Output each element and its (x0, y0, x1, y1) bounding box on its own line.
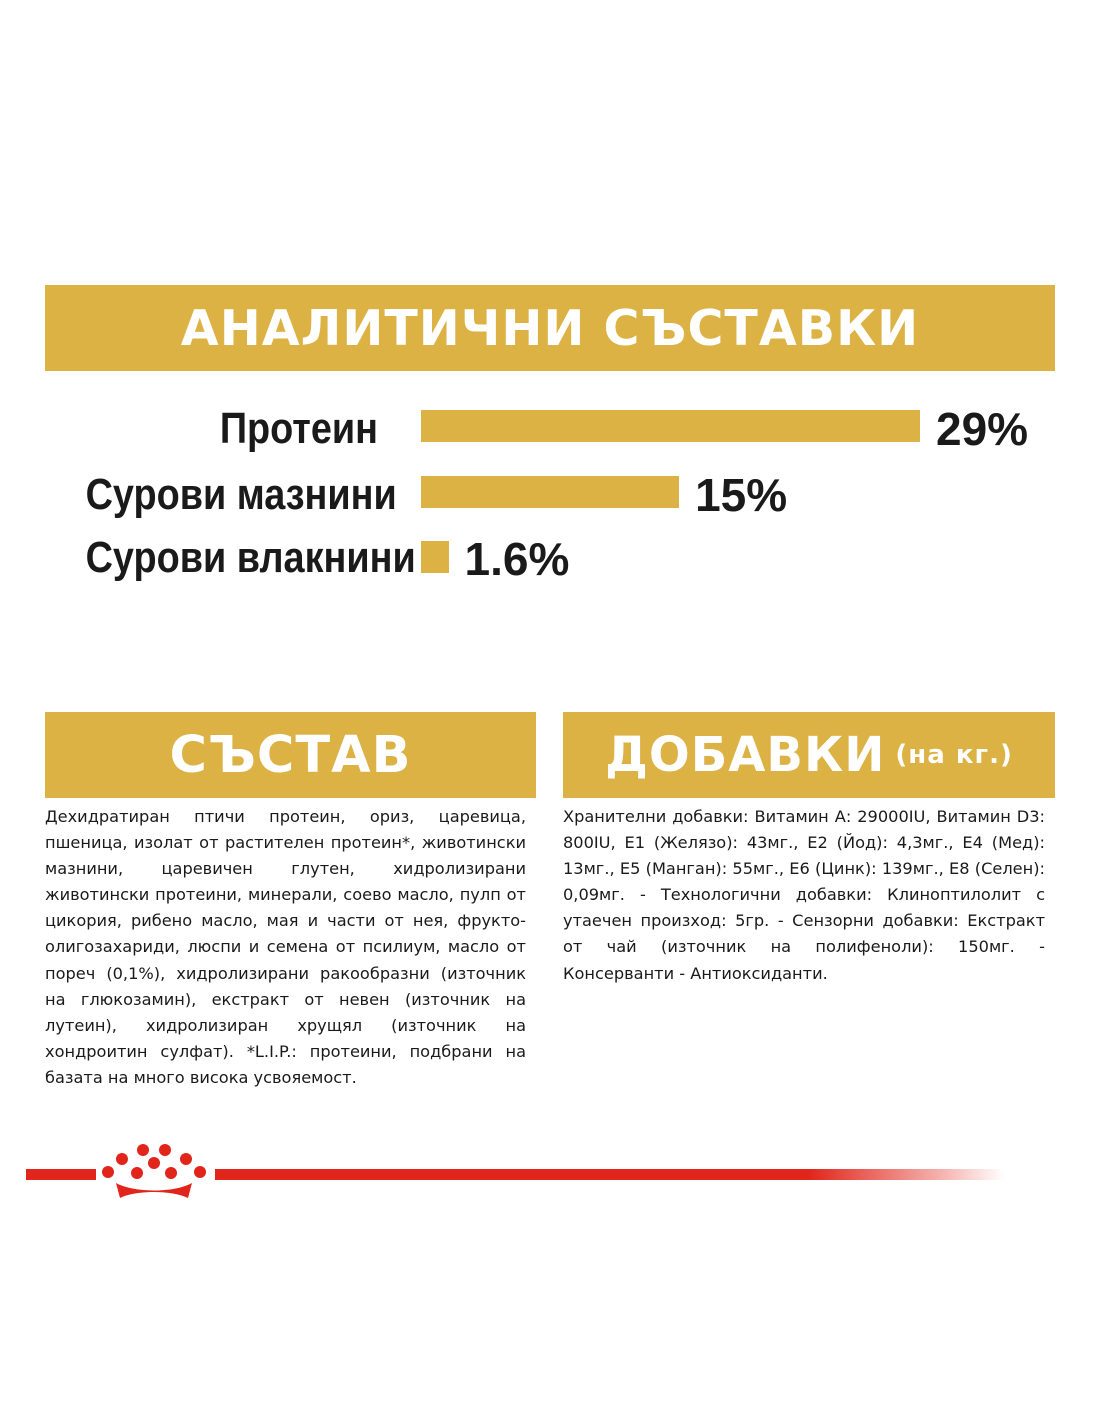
nutrient-label-protein: Протеин (219, 404, 378, 453)
composition-text: Дехидратиран птичи протеин, ориз, царевица, пшеница, изолат от растителен протеин*, животински мазнини, царевичен глутен, хидролизирани животински протеини, минерали, соево масло, пулп от цикория, рибено масло, мая и части от нея, фрукто-олигозахариди, люспи и семена от псилиум, масло от пореч (0,1%), хидролизирани ракообразни (източник на глюкозамин), екстракт от невен (източник на лутеин), хидролизиран хрущял (източник на хондроитин сулфат). *L.I.P.: протеини, подбрани на базата на много висока усвояемост. (45, 807, 526, 1087)
nutrient-value-fiber: 1.6% (464, 533, 570, 585)
nutrient-label-fiber: Сурови влакнини (85, 533, 416, 582)
footer-divider-left (26, 1169, 96, 1180)
additives-subtitle: (на кг.) (895, 740, 1013, 770)
composition-title: СЪСТАВ (169, 725, 412, 785)
analytical-header (45, 285, 1055, 371)
footer-divider-right (215, 1169, 1005, 1180)
additives-text: Хранителни добавки: Витамин А: 29000IU, Витамин D3: 800IU, E1 (Желязо): 43мг., E2 (Йод): 4,3мг., E4 (Мед): 13мг., E5 (Манган): 55мг., E6 (Цинк): 139мг., E8 (Селен): 0,09мг. - Технологични добавки: Клиноптилолит с утаечен произход: 5гр. - Сензорни добавки: Екстракт от чай (източник на полифеноли): 150мг. - Консерванти - Антиоксиданти. (563, 807, 1045, 983)
nutrient-bar-fiber (421, 541, 449, 573)
crown-icon (98, 1143, 210, 1207)
nutrient-label-fat: Сурови мазнини (85, 470, 397, 519)
nutrient-bar-fat (421, 476, 679, 508)
additives-header (563, 712, 1055, 798)
composition-header (45, 712, 536, 798)
additives-title: ДОБАВКИ (605, 727, 886, 783)
analytical-title: АНАЛИТИЧНИ СЪСТАВКИ (180, 299, 920, 357)
nutrient-value-protein: 29% (936, 403, 1029, 455)
nutrient-value-fat: 15% (695, 469, 788, 521)
nutrient-bar-protein (421, 410, 920, 442)
